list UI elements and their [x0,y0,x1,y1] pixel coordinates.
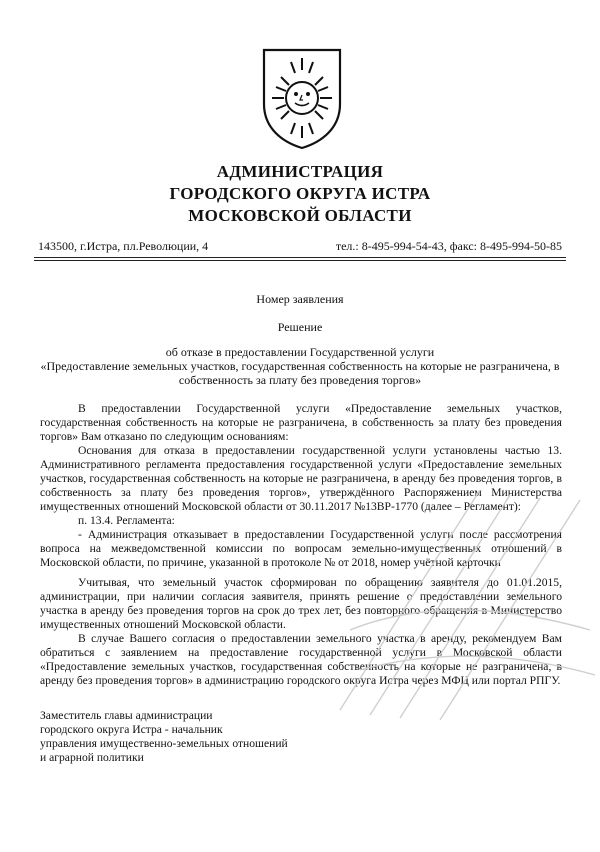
paragraph-2: Основания для отказа в предоставлении государственной услуги установлены частью 13. Административного регламента предоставления государственной услуги «Предоставление земельных участков, государственная собственность на которые не разграничена, в аренду без проведения торгов, в собственность за плату без проведения торгов», утверждённого Распоряжением Министерства имущественных отношений Московской области от 30.11.2017 №13ВР-1770 (далее – Регламент): [40,444,562,513]
contacts: тел.: 8-495-994-54-43, факс: 8-495-994-50-85 [335,239,562,253]
decision-title: Решение [277,320,323,334]
paragraph-4: - Администрация отказывает в предоставлении Государственной услуги после рассмотрения вопроса на межведомственной комиссии по вопросам земельно-имущественных отношений в Московской области, по причине, указанной в протоколе № от 2018, номер учётной карточки [40,528,562,569]
org-name-line2: ГОРОДСКОГО ОКРУГА ИСТРА [169,184,431,203]
signature-line-4: и аграрной политики [40,751,144,764]
header-divider-bottom [34,260,566,261]
header-divider-top [34,257,566,258]
subject-line-3: собственность за плату без проведения торгов» [178,373,422,387]
org-name-line3: МОСКОВСКОЙ ОБЛАСТИ [188,206,412,225]
subject-line-1: об отказе в предоставлении Государственной услуги [165,345,435,359]
paragraph-3: п. 13.4. Регламента: [78,514,175,527]
paragraph-5: Учитывая, что земельный участок сформирован по обращению заявителя до 01.01.2015, администрации, при наличии согласия заявителя, принять решение о предоставлении земельного участка в аренду без проведения торгов на срок до трех лет, без повторного обращения в Министерство имущественных отношений Московской области. [40,576,562,631]
paragraph-6: В случае Вашего согласия о предоставлении земельного участка в аренду, рекомендуем Вам обратиться с заявлением на предоставление государственной услуги в Московской области «Предоставление земельных участков, государственная собственность на которые не разграничена, в аренду без проведения торгов» в администрацию городского округа Истра через МФЦ или портал РПГУ. [40,632,562,687]
org-name-line1: АДМИНИСТРАЦИЯ [216,162,384,181]
coat-of-arms-sun-icon [260,46,344,150]
subject-line-2: «Предоставление земельных участков, государственная собственность на которые не разграничена, в [40,359,560,373]
faint-stamp-watermark [330,470,600,720]
signature-line-1: Заместитель главы администрации [40,709,213,722]
address: 143500, г.Истра, пл.Революции, 4 [38,239,209,253]
signature-line-3: управления имущественно-земельных отношений [40,737,288,750]
signature-block [40,709,288,765]
paragraph-1: В предоставлении Государственной услуги «Предоставление земельных участков, государственная собственность на которые не разграничена, в собственность за плату без проведения торгов» Вам отказано по следующим основаниям: [40,402,562,443]
application-number-label: Номер заявления [256,292,344,306]
signature-line-2: городского округа Истра - начальник [40,723,223,736]
